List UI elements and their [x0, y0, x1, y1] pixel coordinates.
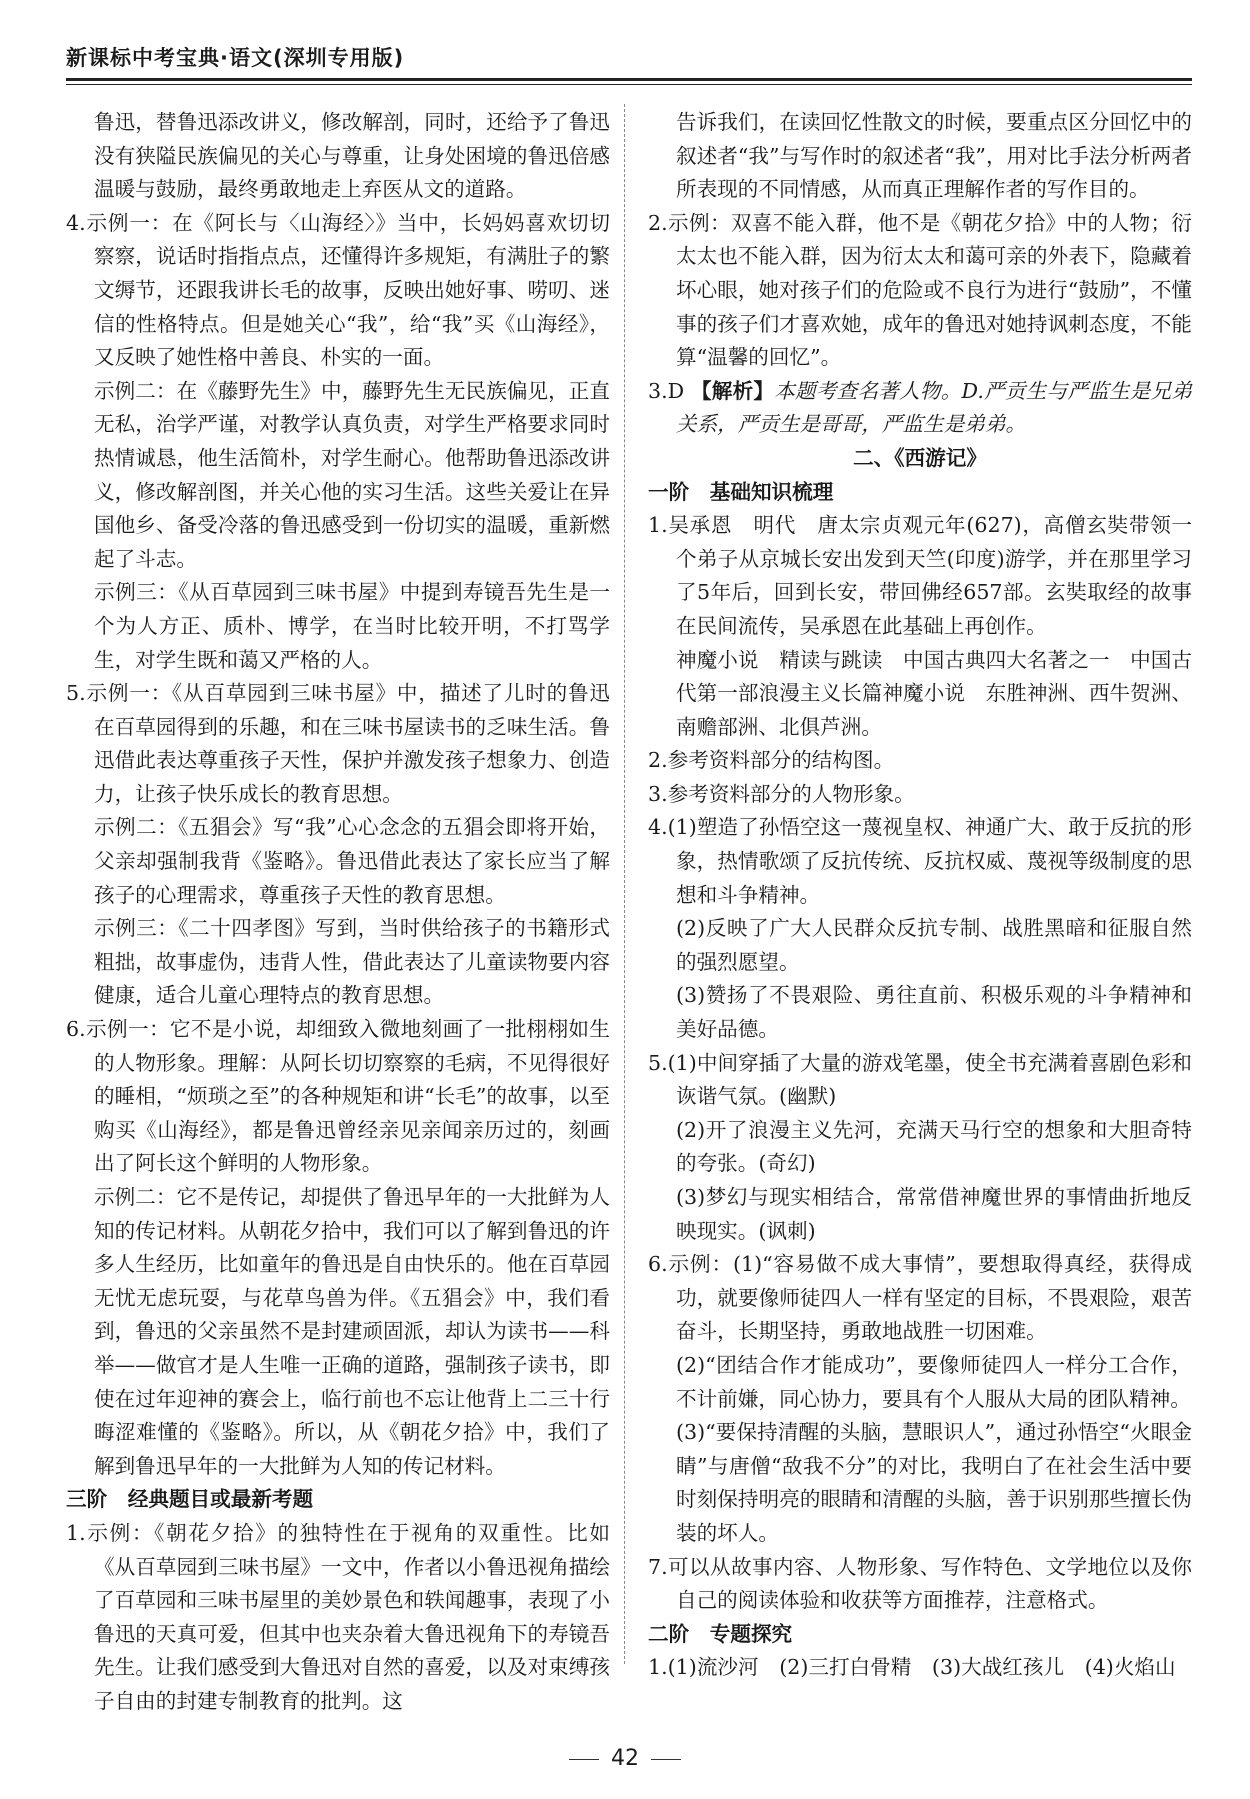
- answer-item: 7.可以从故事内容、人物形象、写作特色、文学地位以及你自己的阅读体验和收获等方面推荐，注意格式。: [648, 1554, 1192, 1613]
- column-divider: [624, 104, 625, 1664]
- left-column: [66, 106, 610, 1719]
- answer-item: 2.示例：双喜不能入群，他不是《朝花夕拾》中的人物；衍太太也不能入群，因为衍太太和蔼可亲的外表下，隐藏着坏心眼，她对孩子们的危险或不良行为进行“鼓励”，不懂事的孩子们才喜欢她，成年的鲁迅对她持讽刺态度，不能算“温馨的回忆”。: [648, 210, 1192, 370]
- explanation-tag: 【解析】: [690, 378, 775, 403]
- section-heading: 二阶 专题探究: [648, 1621, 793, 1646]
- answer-item: 1.吴承恩 明代 唐太宗贞观元年(627)，高僧玄奘带领一个弟子从京城长安出发到天竺(印度)游学，并在那里学习了5年后，回到长安，带回佛经657部。玄奘取经的故事在民间流传，吴承恩在此基础上再创作。: [648, 513, 1192, 638]
- answer-item: 5.(1)中间穿插了大量的游戏笔墨，使全书充满着喜剧色彩和诙谐气氛。(幽默): [648, 1050, 1192, 1109]
- answer-paragraph: 告诉我们，在读回忆性散文的时候，要重点区分回忆中的叙述者“我”与写作时的叙述者“我”，用对比手法分析两者所表现的不同情感，从而真正理解作者的写作目的。: [676, 110, 1192, 202]
- answer-paragraph: (2)反映了广大人民群众反抗专制、战胜黑暗和征服自然的强烈愿望。: [676, 916, 1192, 974]
- page-header: [66, 42, 1192, 85]
- answer-paragraph: 示例二：它不是传记，却提供了鲁迅早年的一大批鲜为人知的传记材料。从朝花夕拾中，我们可以了解到鲁迅的许多人生经历，比如童年的鲁迅是自由快乐的。他在百草园无忧无虑玩耍，与花草鸟兽为伴。《五猖会》中，我们看到，鲁迅的父亲虽然不是封建顽固派，却认为读书——科举——做官才是人生唯一正确的道路，强制孩子读书，即使在过年迎神的赛会上，临行前也不忘让他背上二三十行晦涩难懂的《鉴略》。所以，从《朝花夕拾》中，我们了解到鲁迅早年的一大批鲜为人知的传记材料。: [94, 1185, 610, 1478]
- header-rule: [66, 78, 1192, 85]
- explanation-text: 本题考查名著人物。D.严贡生与严监生是兄弟关系，严贡生是哥哥，严监生是弟弟。: [676, 378, 1193, 437]
- page-number-footer: [0, 1746, 1250, 1771]
- answer-item: 4.示例一：在《阿长与〈山海经〉》当中，长妈妈喜欢切切察察，说话时指指点点，还懂得许多规矩，有满肚子的繁文缛节，还跟我讲长毛的故事，反映出她好事、唠叨、迷信的性格特点。但是她关心“我”，给“我”买《山海经》，又反映了她性格中善良、朴实的一面。: [66, 210, 610, 370]
- answer-paragraph: 神魔小说 精读与跳读 中国古典四大名著之一 中国古代第一部浪漫主义长篇神魔小说 东胜神洲、西牛贺洲、南赡部洲、北俱芦洲。: [676, 647, 1192, 739]
- answer-number: 3.D: [648, 378, 685, 403]
- answer-paragraph: 示例二：《五猖会》写“我”心心念念的五猖会即将开始，父亲却强制我背《鉴略》。鲁迅借此表达了家长应当了解孩子的心理需求，尊重孩子天性的教育思想。: [94, 815, 610, 907]
- answer-item: 1.示例：《朝花夕拾》的独特性在于视角的双重性。比如《从百草园到三味书屋》一文中，作者以小鲁迅视角描绘了百草园和三味书屋里的美妙景色和轶闻趣事，表现了小鲁迅的天真可爱，但其中也夹杂着大鲁迅视角下的寿镜吾先生。让我们感受到大鲁迅对自然的喜爱，以及对束缚孩子自由的封建专制教育的批判。这: [66, 1520, 610, 1713]
- answer-paragraph: (2)开了浪漫主义先河，充满天马行空的想象和大胆奇特的夸张。(奇幻): [676, 1117, 1192, 1176]
- answer-paragraph: (3)赞扬了不畏艰险、勇往直前、积极乐观的斗争精神和美好品德。: [676, 983, 1192, 1042]
- answer-explanation: [648, 375, 1192, 442]
- answer-item: 2.参考资料部分的结构图。: [648, 748, 895, 773]
- answer-item: 6.示例：(1)“容易做不成大事情”，要想取得真经，获得成功，就要像师徒四人一样有坚定的目标，不畏艰险，艰苦奋斗，长期坚持，勇敢地战胜一切困难。: [648, 1252, 1192, 1344]
- answer-paragraph: 鲁迅，替鲁迅添改讲义，修改解剖，同时，还给予了鲁迅没有狭隘民族偏见的关心与尊重，让身处困境的鲁迅倍感温暖与鼓励，最终勇敢地走上弃医从文的道路。: [94, 110, 610, 202]
- section-heading: 三阶 经典题目或最新考题: [66, 1487, 314, 1512]
- answer-paragraph: (3)“要保持清醒的头脑，慧眼识人”，通过孙悟空“火眼金睛”与唐僧“敌我不分”的对比，我明白了在社会生活中要时刻保持明亮的眼睛和清醒的头脑，善于识别那些擅长伪装的坏人。: [676, 1420, 1192, 1545]
- answer-item: 3.参考资料部分的人物形象。: [648, 781, 915, 806]
- footer-dash-right: [651, 1759, 681, 1760]
- answer-paragraph: 示例二：在《藤野先生》中，藤野先生无民族偏见，正直无私，治学严谨，对教学认真负责，对学生严格要求同时热情诚恳，他生活简朴，对学生耐心。他帮助鲁迅添改讲义，修改解剖图，并关心他的实习生活。这些关爱让在异国他乡、备受冷落的鲁迅感受到一份切实的温暖，重新燃起了斗志。: [94, 378, 610, 571]
- section-title: 二、《西游记》: [853, 445, 987, 470]
- answer-paragraph: (3)梦幻与现实相结合，常常借神魔世界的事情曲折地反映现实。(讽刺): [676, 1185, 1192, 1243]
- answer-item: 5.示例一：《从百草园到三味书屋》中，描述了儿时的鲁迅在百草园得到的乐趣，和在三味书屋读书的乏味生活。鲁迅借此表达尊重孩子天性，保护并激发孩子想象力、创造力，让孩子快乐成长的教育思想。: [66, 681, 610, 806]
- answer-paragraph: 示例三：《从百草园到三味书屋》中提到寿镜吾先生是一个为人方正、质朴、博学，在当时比较开明，不打骂学生，对学生既和蔼又严格的人。: [94, 580, 610, 672]
- page-number: 42: [611, 1746, 639, 1771]
- answer-item: 1.(1)流沙河 (2)三打白骨精 (3)大战红孩儿 (4)火焰山: [648, 1655, 1176, 1680]
- book-title: 新课标中考宝典·语文(深圳专用版): [66, 46, 405, 70]
- answer-paragraph: 示例三：《二十四孝图》写到，当时供给孩子的书籍形式粗拙，故事虚伪，违背人性，借此表达了儿童读物要内容健康，适合儿童心理特点的教育思想。: [94, 916, 610, 1008]
- answer-item: 6.示例一：它不是小说，却细致入微地刻画了一批栩栩如生的人物形象。理解：从阿长切切察察的毛病，不见得很好的睡相，“烦琐之至”的各种规矩和讲“长毛”的故事，以至购买《山海经》，都是鲁迅曾经亲见亲闻亲历过的，刻画出了阿长这个鲜明的人物形象。: [66, 1017, 610, 1176]
- footer-dash-left: [569, 1759, 599, 1760]
- answer-paragraph: (2)“团结合作才能成功”，要像师徒四人一样分工合作，不计前嫌，同心协力，要具有个人服从大局的团队精神。: [676, 1352, 1192, 1411]
- section-heading: 一阶 基础知识梳理: [648, 479, 834, 504]
- answer-item: 4.(1)塑造了孙悟空这一蔑视皇权、神通广大、敢于反抗的形象，热情歌颂了反抗传统、反抗权威、蔑视等级制度的思想和斗争精神。: [648, 815, 1192, 907]
- right-column: [648, 106, 1192, 1685]
